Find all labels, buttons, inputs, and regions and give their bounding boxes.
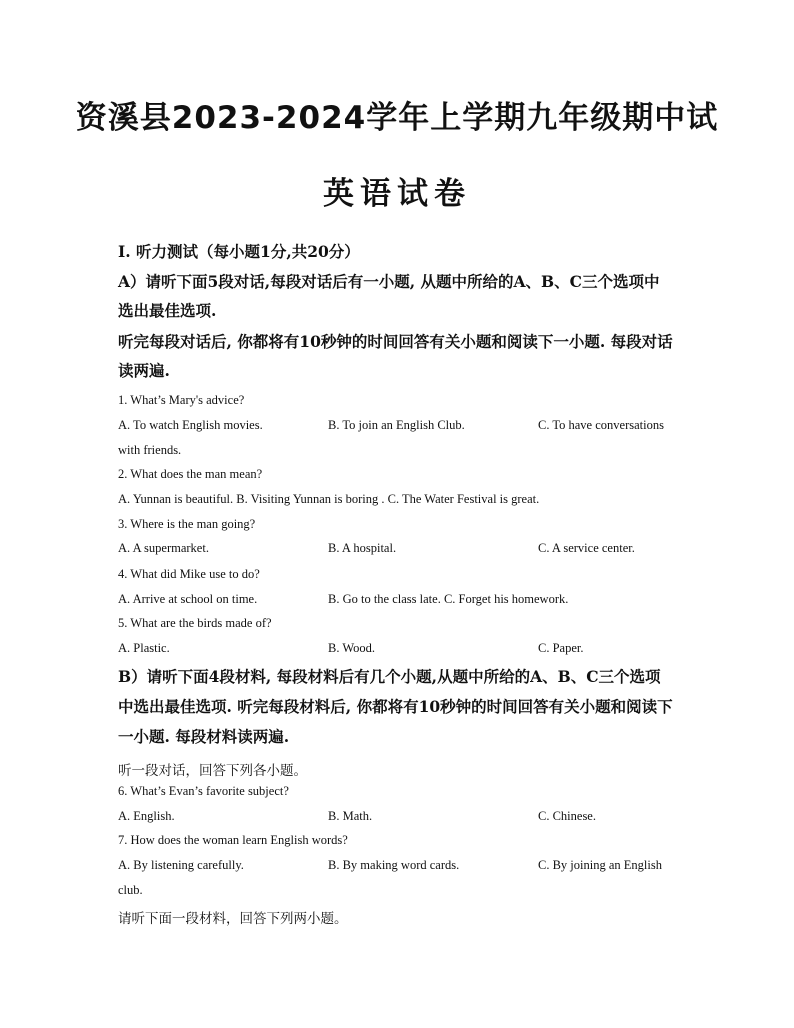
option-c-continued: club.	[118, 883, 143, 897]
section-heading: I. 听力测试（每小题1分,共20分）	[118, 242, 360, 261]
part-a-instruction-1: A）请听下面5段对话,每段对话后有一小题, 从题中所给的A、B、C三个选项中	[118, 272, 660, 291]
question-stem: 7. How does the woman learn English words?	[118, 833, 348, 847]
part-a-instruction-2: 选出最佳选项.	[118, 301, 217, 320]
option-c: C. To have conversations	[538, 418, 664, 432]
question-stem: 1. What’s Mary's advice?	[118, 393, 245, 407]
option-a: A. Plastic.	[118, 641, 170, 655]
option-c: C. A service center.	[538, 541, 635, 555]
part-b-instruction-3: 一小题. 每段材料读两遍.	[118, 727, 290, 746]
part-a-instruction-4: 读两遍.	[118, 361, 170, 380]
question-stem: 3. Where is the man going?	[118, 517, 256, 531]
question-stem: 6. What’s Evan’s favorite subject?	[118, 784, 289, 798]
part-b-instruction-1: B）请听下面4段材料, 每段材料后有几个小题,从题中所给的A、B、C三个选项	[118, 667, 661, 686]
option-b: B. By making word cards.	[328, 858, 460, 872]
option-b: B. Wood.	[328, 641, 376, 655]
option-c: C. By joining an English	[538, 858, 662, 872]
option-a: A. By listening carefully.	[118, 858, 244, 872]
exam-title: 资溪县2023-2024学年上学期九年级期中试	[75, 100, 719, 136]
option-a: A. To watch English movies.	[118, 418, 263, 432]
option-b: B. Math.	[328, 809, 373, 823]
listening-intro: 听一段对话，回答下列各小题。	[118, 763, 307, 779]
exam-subtitle: 英语试卷	[323, 176, 471, 212]
option-b: B. To join an English Club.	[328, 418, 465, 432]
options-line: A. Yunnan is beautiful. B. Visiting Yunnan is boring . C. The Water Festival is great.	[118, 492, 540, 506]
part-a-instruction-3: 听完每段对话后, 你都将有10秒钟的时间回答有关小题和阅读下一小题. 每段对话	[118, 332, 673, 351]
question-stem: 2. What does the man mean?	[118, 467, 263, 481]
question-stem: 4. What did Mike use to do?	[118, 567, 260, 581]
option-b: B. A hospital.	[328, 541, 397, 555]
option-a: A. Arrive at school on time.	[118, 592, 258, 606]
part-b-instruction-2: 中选出最佳选项. 听完每段材料后, 你都将有10秒钟的时间回答有关小题和阅读下	[118, 697, 673, 716]
option-a: A. English.	[118, 809, 175, 823]
option-c: C. Paper.	[538, 641, 584, 655]
question-stem: 5. What are the birds made of?	[118, 616, 272, 630]
options-b-c: B. Go to the class late. C. Forget his homework.	[328, 592, 569, 606]
option-c: C. Chinese.	[538, 809, 596, 823]
option-c-continued: with friends.	[118, 443, 182, 457]
listening-intro: 请听下面一段材料，回答下列两小题。	[118, 911, 348, 927]
option-a: A. A supermarket.	[118, 541, 209, 555]
